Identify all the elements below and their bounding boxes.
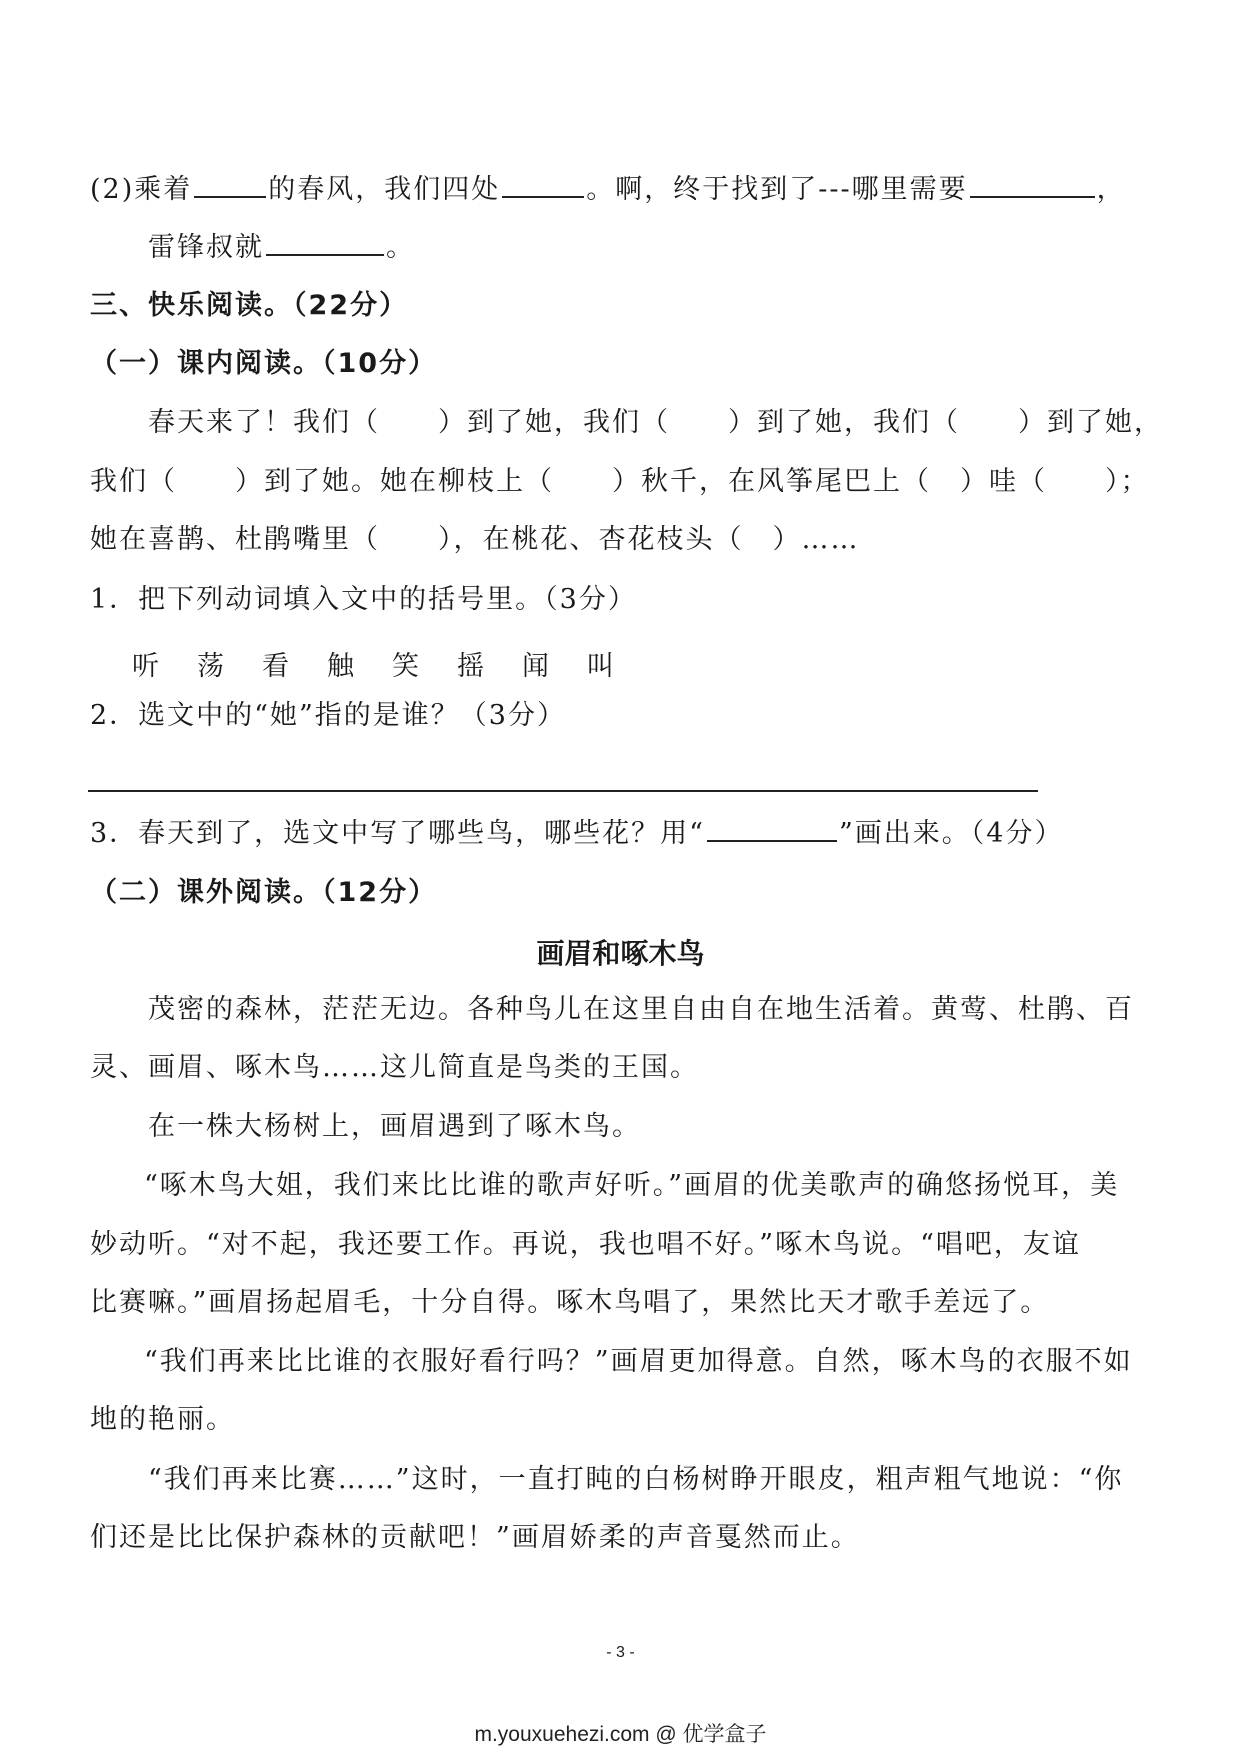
blank-3[interactable] — [970, 172, 1095, 198]
story-title: 画眉和啄木鸟 — [536, 937, 705, 970]
answer-line[interactable] — [88, 790, 1038, 792]
verb-1: 听 — [132, 651, 159, 682]
question-2: 2．选文中的“她”指的是谁？（3分） — [90, 700, 566, 731]
blank-2[interactable] — [502, 172, 584, 198]
q2-text-e: 雷锋叔就 — [148, 232, 264, 263]
story-line-9: “我们再来比赛……”这时，一直打盹的白杨树睁开眼皮，粗声粗气地说：“你 — [148, 1464, 1124, 1495]
part2-heading: （二）课外阅读。（12分） — [90, 877, 438, 908]
story-line-10: 们还是比比保护森林的贡献吧！”画眉娇柔的声音戛然而止。 — [90, 1522, 860, 1553]
verb-6: 摇 — [457, 651, 484, 682]
q2-text-b: 的春风，我们四处 — [268, 174, 501, 205]
part1-passage-1: 春天来了！我们（ ）到了她，我们（ ）到了她，我们（ ）到了她， — [148, 407, 1163, 438]
verb-2: 荡 — [197, 651, 224, 682]
story-line-6: 比赛嘛。”画眉扬起眉毛，十分自得。啄木鸟唱了，果然比天才歌手差远了。 — [90, 1287, 1050, 1318]
q3-text-a: 3．春天到了，选文中写了哪些鸟，哪些花？用“ — [90, 818, 705, 849]
verb-3: 看 — [262, 651, 289, 682]
verb-7: 闻 — [522, 651, 549, 682]
part1-passage-2: 我们（ ）到了她。她在柳枝上（ ）秋千，在风筝尾巴上（ ）哇（ ）； — [90, 466, 1150, 497]
verb-5: 笑 — [392, 651, 419, 682]
part1-passage-3: 她在喜鹊、杜鹃嘴里（ ），在桃花、杏花枝头（ ）…… — [90, 524, 860, 555]
q2-text-d: ， — [1096, 174, 1126, 205]
q2-text-a: (2)乘着 — [90, 174, 193, 205]
story-line-5: 妙动听。“对不起，我还要工作。再说，我也唱不好。”啄木鸟说。“唱吧，友谊 — [90, 1229, 1081, 1260]
verb-8: 叫 — [587, 651, 614, 682]
part1-heading: （一）课内阅读。（10分） — [90, 348, 438, 379]
story-line-2: 灵、画眉、啄木鸟……这儿简直是鸟类的王国。 — [90, 1052, 699, 1083]
q2-line1 — [90, 170, 1126, 210]
verb-list — [132, 644, 652, 683]
question-1: 1．把下列动词填入文中的括号里。（3分） — [90, 584, 637, 615]
verb-4: 触 — [327, 651, 354, 682]
q2-text-c: 。啊，终于找到了---哪里需要 — [586, 174, 968, 205]
section3-heading: 三、快乐阅读。（22分） — [90, 290, 409, 321]
q2-line2 — [148, 228, 415, 268]
blank-4[interactable] — [266, 230, 384, 256]
story-line-7: “我们再来比比谁的衣服好看行吗？”画眉更加得意。自然，啄木鸟的衣服不如 — [144, 1346, 1133, 1377]
footer-watermark: m.youxuehezi.com @ 优学盒子 — [474, 1723, 767, 1746]
question-3 — [90, 814, 1063, 854]
page-number: - 3 - — [606, 1644, 635, 1661]
story-line-8: 地的艳丽。 — [90, 1404, 235, 1435]
q3-text-b: ”画出来。（4分） — [838, 818, 1064, 849]
story-line-4: “啄木鸟大姐，我们来比比谁的歌声好听。”画眉的优美歌声的确悠扬悦耳，美 — [144, 1170, 1120, 1201]
story-line-3: 在一株大杨树上，画眉遇到了啄木鸟。 — [148, 1111, 641, 1142]
q2-text-f: 。 — [386, 232, 415, 263]
q3-underline-sample — [707, 816, 837, 842]
blank-1[interactable] — [194, 172, 266, 198]
story-line-1: 茂密的森林，茫茫无边。各种鸟儿在这里自由自在地生活着。黄莺、杜鹃、百 — [148, 994, 1134, 1025]
